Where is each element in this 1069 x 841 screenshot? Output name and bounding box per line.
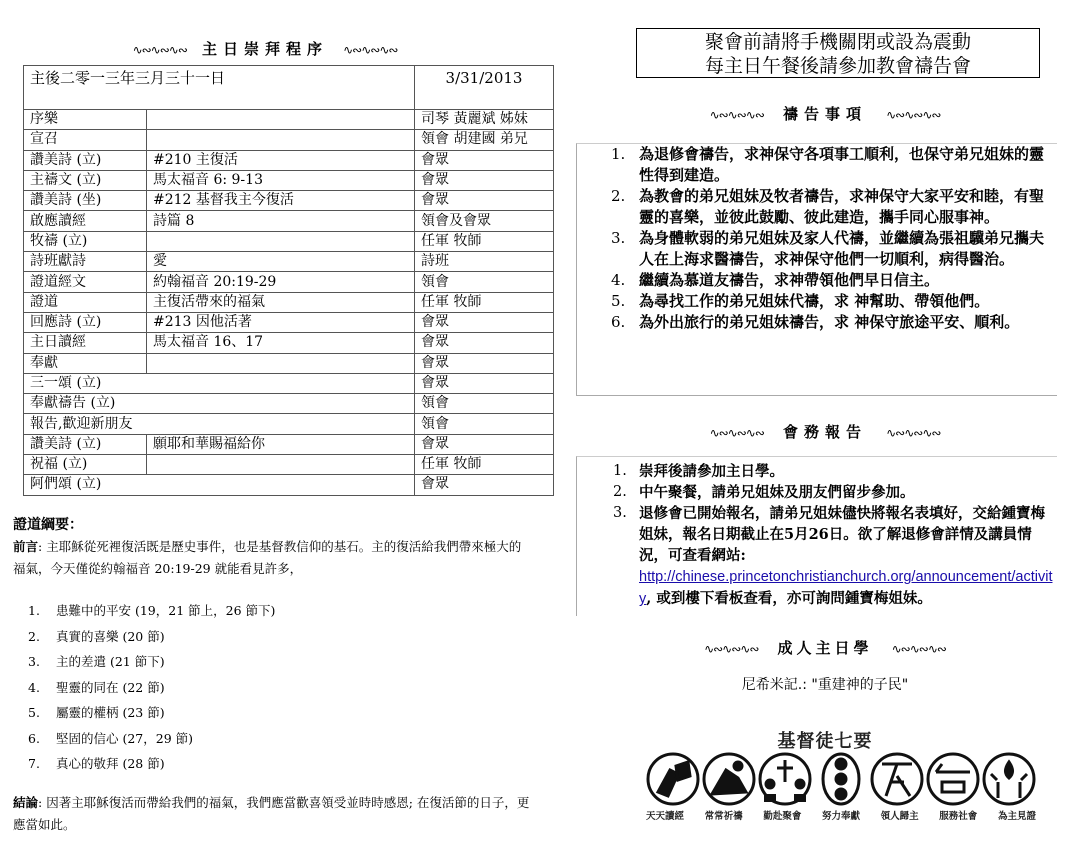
service-content: 願耶和華賜福給你 [147, 434, 415, 454]
service-content [147, 110, 415, 130]
seven-label: 領人歸主 [880, 811, 919, 822]
service-row [24, 231, 554, 251]
outline-point [28, 649, 275, 675]
service-content: 馬太福音 16、17 [147, 333, 415, 353]
prayer-title: 禱告事項 [782, 105, 867, 123]
service-content [147, 231, 415, 251]
ornament-right: ∿∾∿∾∿∾ [891, 642, 946, 656]
point-number: 6. [28, 730, 40, 746]
service-item: 證道經文 [24, 272, 147, 292]
point-number: 2. [28, 628, 40, 644]
outline-point [28, 700, 275, 726]
service-content [147, 130, 415, 150]
affairs-item-text: 中午聚餐，請弟兄姐妹及朋友們留步參加。 [639, 484, 915, 501]
affairs-list [607, 461, 1057, 610]
outline-point [28, 675, 275, 701]
outline-point [28, 598, 275, 624]
service-item: 三一頌 (立) [24, 373, 415, 393]
notice-line-1: 聚會前請將手機關閉或設為震動 [704, 31, 971, 53]
service-item: 主禱文 (立) [24, 170, 147, 190]
service-leader: 會眾 [415, 434, 554, 454]
service-leader: 領會 胡建國 弟兄 [415, 130, 554, 150]
service-row [24, 312, 554, 332]
service-row [24, 191, 554, 211]
prayer-item [607, 228, 1052, 270]
seven-icons [646, 752, 1036, 806]
outline-preface [13, 536, 533, 580]
service-item: 詩班獻詩 [24, 252, 147, 272]
ornament-right: ∿∾∿∾∿∾ [886, 108, 941, 122]
affairs-title: 會務報告 [782, 423, 867, 441]
service-row [24, 353, 554, 373]
prayer-box [576, 143, 1057, 396]
service-date-row [24, 66, 554, 110]
affairs-item-text: 崇拜後請參加主日學。 [639, 463, 784, 480]
service-leader: 領會 [415, 272, 554, 292]
service-content: 愛 [147, 252, 415, 272]
service-content [147, 353, 415, 373]
affairs-item-after: , 或到樓下看板查看，亦可詢問鍾寶梅姐妹。 [646, 590, 932, 607]
item-number: 2. [611, 187, 626, 205]
service-row [24, 150, 554, 170]
service-item: 序樂 [24, 110, 147, 130]
order-heading: 主日崇拜程序 [201, 40, 328, 58]
prayer-list [607, 144, 1052, 333]
point-text: 主的差遣 (21 節下) [56, 654, 165, 669]
point-text: 堅固的信心 (27，29 節) [56, 730, 194, 746]
affairs-box [576, 456, 1057, 616]
service-leader: 會眾 [415, 333, 554, 353]
service-item: 證道 [24, 292, 147, 312]
service-content: #213 因他活著 [147, 312, 415, 332]
prayer-item [607, 291, 1052, 312]
service-item: 啟應讀經 [24, 211, 147, 231]
adult-heading [600, 637, 1050, 658]
seven-title: 基督徒七要 [777, 731, 873, 752]
item-number: 4. [611, 271, 626, 289]
service-leader: 會眾 [415, 353, 554, 373]
service-leader: 領會 [415, 414, 554, 434]
affairs-item [607, 482, 1057, 503]
service-table [23, 65, 554, 496]
service-item: 祝福 (立) [24, 455, 147, 475]
item-number: 2. [613, 484, 627, 500]
ornament-right: ∿∾∿∾∿∾ [886, 426, 941, 440]
affairs-item [607, 503, 1057, 610]
service-row [24, 475, 554, 495]
point-number: 7. [28, 756, 40, 771]
service-row [24, 130, 554, 150]
bible-reading-icon [648, 754, 698, 804]
service-leader: 會眾 [415, 170, 554, 190]
point-number: 4. [28, 679, 40, 695]
item-number: 1. [613, 463, 627, 479]
prayer-item-text: 為外出旅行的弟兄姐妹禱告，求 神保守旅途平安、順利。 [639, 313, 1020, 331]
seven-label: 常常祈禱 [704, 811, 743, 822]
preface-label: 前言 [13, 539, 39, 554]
prayer-item [607, 312, 1052, 333]
notice-box [636, 28, 1040, 78]
gathering-icon [760, 754, 810, 804]
ornament-left: ∿∾∿∾∿∾ [709, 108, 764, 122]
service-item: 讚美詩 (坐) [24, 191, 147, 211]
evangelism-icon [872, 754, 922, 804]
conclusion-label: 結論 [13, 795, 39, 810]
service-row [24, 373, 554, 393]
item-number: 1. [611, 145, 626, 163]
service-item: 讚美詩 (立) [24, 434, 147, 454]
service-leader: 任軍 牧師 [415, 455, 554, 475]
point-number: 3. [28, 654, 40, 669]
prayer-item-text: 繼續為慕道友禱告，求神帶領他們早日信主。 [639, 271, 940, 289]
service-row [24, 272, 554, 292]
service-item: 奉獻禱告 (立) [24, 394, 415, 414]
prayer-heading [600, 103, 1050, 124]
outline-conclusion [13, 792, 533, 836]
service-leader: 領會及會眾 [415, 211, 554, 231]
ornament-left: ∿∾∿∾∿∾ [132, 43, 187, 57]
prayer-item-text: 為尋找工作的弟兄姐妹代禱，求 神幫助、帶領他們。 [639, 292, 990, 310]
seven-label: 為主見證 [997, 811, 1036, 822]
affairs-item [607, 461, 1057, 482]
seven-labels [646, 808, 1036, 822]
point-text: 真心的敬拜 (28 節) [56, 756, 165, 771]
service-row [24, 252, 554, 272]
service-row [24, 333, 554, 353]
service-row [24, 211, 554, 231]
service-item: 報告,歡迎新朋友 [24, 414, 415, 434]
service-row [24, 292, 554, 312]
order-title [100, 38, 430, 59]
point-text: 聖靈的同在 (22 節) [56, 679, 165, 695]
point-text: 屬靈的權柄 (23 節) [56, 705, 165, 720]
service-content: 詩篇 8 [147, 211, 415, 231]
prayer-item-text: 為退修會禱告，求神保守各項事工順利，也保守弟兄姐妹的靈性得到建造。 [639, 145, 1045, 184]
service-item: 主日讀經 [24, 333, 147, 353]
outline-point [28, 726, 275, 752]
item-number: 3. [611, 229, 626, 247]
item-number: 6. [611, 313, 626, 331]
offering-icon [823, 754, 859, 804]
service-leader: 司琴 黃麗斌 姊妹 [415, 110, 554, 130]
point-number: 5. [28, 705, 40, 720]
service-row [24, 455, 554, 475]
service-row [24, 394, 554, 414]
service-leader: 會眾 [415, 373, 554, 393]
service-row [24, 170, 554, 190]
service-content: 主復活帶來的福氣 [147, 292, 415, 312]
notice-line-2: 每主日午餐後請參加教會禱告會 [704, 55, 971, 77]
outline-title: 證道綱要： [13, 517, 83, 533]
prayer-item [607, 144, 1052, 186]
service-content: #212 基督我主今復活 [147, 191, 415, 211]
service-row [24, 434, 554, 454]
adult-title: 成人主日學 [777, 639, 873, 657]
ornament-right: ∿∾∿∾∿∾ [343, 43, 398, 57]
prayer-item [607, 186, 1052, 228]
seven-label: 勤赴聚會 [763, 811, 802, 822]
affairs-item-text: 退修會已開始報名，請弟兄姐妹儘快將報名表填好，交給鍾寶梅姐妹，報名日期截止在5月26日。欲了解退修會詳情及講員情況，可查看網站: [639, 505, 1045, 564]
seven-label: 天天讀經 [646, 811, 685, 822]
seven-label: 服務社會 [939, 811, 978, 822]
service-content: #210 主復活 [147, 150, 415, 170]
outline-point [28, 624, 275, 650]
item-number: 3. [613, 505, 627, 521]
service-item: 回應詩 (立) [24, 312, 147, 332]
prayer-item-text: 為教會的弟兄姐妹及牧者禱告，求神保守大家平安和睦，有聖靈的喜樂，並彼此鼓勵、彼此建造，攜手同心服事神。 [639, 187, 1045, 226]
item-number: 5. [611, 292, 626, 310]
praying-icon [704, 754, 754, 804]
seven-label: 努力奉獻 [821, 811, 860, 822]
point-text: 患難中的平安 (19，21 節上，26 節下) [56, 603, 276, 618]
service-content: 約翰福音 20:19-29 [147, 272, 415, 292]
affairs-heading [600, 421, 1050, 442]
service-item: 牧禱 (立) [24, 231, 147, 251]
sermon-outline [13, 514, 533, 580]
prayer-item-text: 為身體軟弱的弟兄姐妹及家人代禱，並繼續為張祖驥弟兄攜夫人在上海求醫禱告，求神保守他們一切順利，病得醫治。 [639, 229, 1045, 268]
witness-icon [984, 754, 1034, 804]
service-leader: 領會 [415, 394, 554, 414]
outline-points [28, 598, 275, 777]
service-leader: 任軍 牧師 [415, 231, 554, 251]
service-content: 馬太福音 6: 9-13 [147, 170, 415, 190]
service-icon [928, 754, 978, 804]
service-leader: 詩班 [415, 252, 554, 272]
retreat-link[interactable]: http://chinese.princetonchristianchurch.org/announcement/activity [639, 569, 1053, 607]
service-row [24, 414, 554, 434]
point-number: 1. [28, 603, 40, 618]
prayer-item [607, 270, 1052, 291]
service-leader: 會眾 [415, 312, 554, 332]
service-leader: 任軍 牧師 [415, 292, 554, 312]
ornament-left: ∿∾∿∾∿∾ [704, 642, 759, 656]
service-item: 讚美詩 (立) [24, 150, 147, 170]
preface-text: : 主耶穌從死裡復活既是歷史事件，也是基督教信仰的基石。主的復活給我們帶來極大的福氣，今天僅從約翰福音 20:19-29 就能看見許多， [13, 539, 522, 576]
service-content [147, 455, 415, 475]
outline-point [28, 751, 275, 777]
conclusion-text: : 因著主耶穌復活而帶給我們的福氣，我們應當歡喜領受並時時感恩; 在復活節的日子，更應當如此。 [13, 795, 530, 832]
service-item: 奉獻 [24, 353, 147, 373]
ornament-left: ∿∾∿∾∿∾ [709, 426, 764, 440]
service-item: 阿們頌 (立) [24, 475, 415, 495]
service-leader: 會眾 [415, 191, 554, 211]
service-row [24, 110, 554, 130]
adult-subtitle: 尼希米記.: "重建神的子民" [741, 677, 909, 693]
service-date-cn: 主後二零一三年三月三十一日 [24, 66, 415, 110]
point-text: 真實的喜樂 (20 節) [56, 628, 165, 644]
service-item: 宣召 [24, 130, 147, 150]
service-leader: 會眾 [415, 150, 554, 170]
service-leader: 會眾 [415, 475, 554, 495]
service-date: 3/31/2013 [415, 66, 554, 110]
